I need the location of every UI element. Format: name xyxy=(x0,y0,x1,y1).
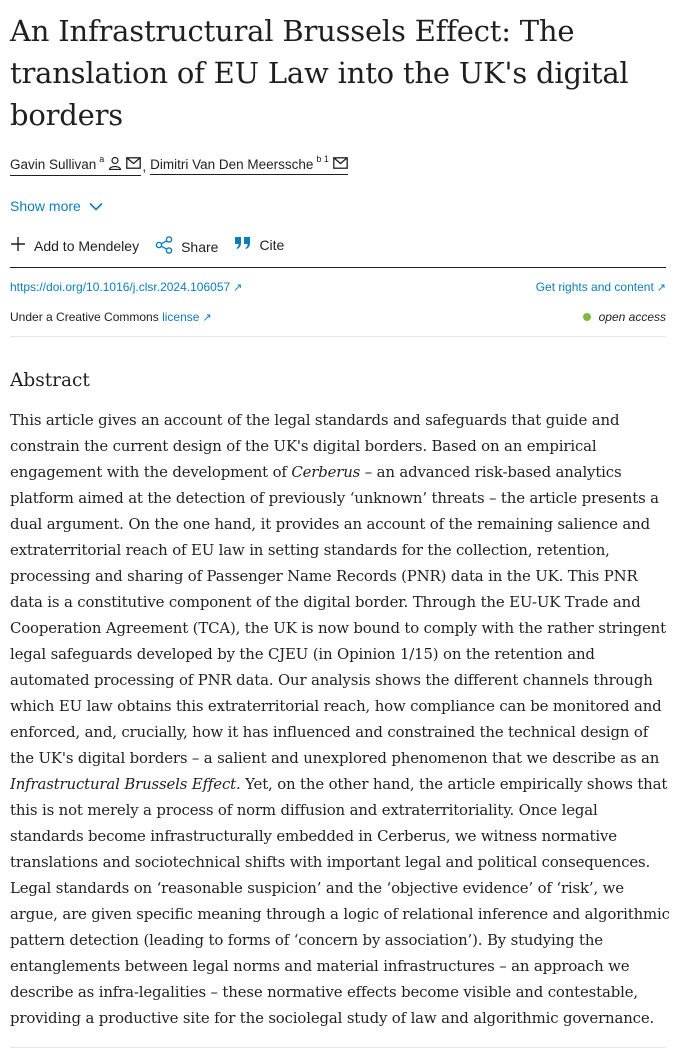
chevron-down-icon xyxy=(81,198,103,214)
section-divider xyxy=(10,1047,666,1048)
license-row xyxy=(10,310,666,324)
license-link-text: license xyxy=(162,310,200,324)
open-access-dot-icon xyxy=(583,313,591,321)
show-more-label: Show more xyxy=(10,198,81,214)
article-links-row xyxy=(10,280,666,294)
mail-icon xyxy=(126,157,141,172)
abstract-emphasis-cerberus: Cerberus xyxy=(291,463,361,481)
author-name: Dimitri Van Den Meerssche xyxy=(150,157,314,172)
license-notice xyxy=(10,310,212,324)
cite-button[interactable] xyxy=(234,236,284,253)
open-access-label: open access xyxy=(598,310,666,324)
add-to-mendeley-label: Add to Mendeley xyxy=(34,237,140,254)
cite-label: Cite xyxy=(259,236,285,253)
person-icon xyxy=(108,156,122,173)
article-actions-toolbar xyxy=(10,236,666,268)
add-to-mendeley-button[interactable] xyxy=(10,236,139,255)
author-dimitri-van-den-meerssche[interactable] xyxy=(150,153,348,175)
author-list xyxy=(10,153,348,176)
rights-text: Get rights and content xyxy=(535,280,654,294)
abstract-emphasis-term: Infrastructural Brussels Effect. xyxy=(10,775,241,793)
abstract-heading: Abstract xyxy=(10,370,90,391)
share-icon xyxy=(155,236,181,257)
author-name: Gavin Sullivan xyxy=(10,157,97,172)
external-link-icon: ↗ xyxy=(656,282,666,294)
abstract-text-part: – an advanced risk-based analytics platform aimed at the detection of previously ‘unknown’ threats – the article presents a dual argument. On the one hand, it provides an account of the remaining salience and extraterritorial reach of EU law in setting standards for the collection, retention, processing and sharing of Passenger Name Records (PNR) data in the UK. This PNR data is a constitutive component of the digital border. Through the EU-UK Trade and Cooperation Agreement (TCA), the UK is now bound to comply with the rather stringent legal safeguards developed by the CJEU (in Opinion 1/15) on the retention and automated processing of PNR data. Our analysis shows the different channels through which EU law obtains this extraterritorial reach, how compliance can be monitored and enforced, and, crucially, how it has influenced and constrained the technical design of the UK's digital borders – a salient and unexplored phenomenon that we describe as an xyxy=(10,463,666,767)
doi-text: https://doi.org/10.1016/j.clsr.2024.106057 xyxy=(10,280,231,294)
article-header xyxy=(10,0,670,1027)
abstract-body xyxy=(10,407,670,1031)
quote-icon xyxy=(234,236,259,253)
article-title: An Infrastructural Brussels Effect: The translation of EU Law into the UK's digital borders xyxy=(10,14,629,132)
rights-link[interactable] xyxy=(536,280,666,294)
license-link[interactable] xyxy=(162,310,212,324)
author-affiliation-sup: a xyxy=(99,153,105,164)
open-access-badge xyxy=(583,310,666,324)
author-affiliation-sup: b 1 xyxy=(316,153,329,164)
abstract-text-part: This article gives an account of the legal standards and safeguards that guide and constrain the current design of the UK's digital borders. Based on an empirical engagement with the development of xyxy=(10,411,620,481)
plus-icon xyxy=(10,236,34,255)
doi-link[interactable] xyxy=(10,280,242,294)
abstract-text-part: Yet, on the other hand, the article empirically shows that this is not merely a process of norm diffusion and extraterritoriality. Once legal standards become infrastructurally embedded in Cerberus, we witness normative translations and sociotechnical shifts with important legal and political consequences. Legal standards on ‘reasonable suspicion’ and the ‘objective evidence’ of ‘risk’, we argue, are given specific meaning through a logic of relational inference and algorithmic pattern detection (leading to forms of ‘concern by association’). By studying the entanglements between legal norms and material infrastructures – an approach we describe as infra-legalities – these normative effects become visible and contestable, providing a productive site for the sociolegal study of law and algorithmic governance. xyxy=(10,775,670,1027)
section-divider xyxy=(10,336,666,337)
external-link-icon: ↗ xyxy=(202,312,212,324)
author-separator: , xyxy=(142,158,147,174)
share-button[interactable] xyxy=(155,236,218,257)
show-more-button[interactable] xyxy=(10,198,103,214)
license-prefix: Under a Creative Commons xyxy=(10,310,159,324)
mail-icon xyxy=(333,157,348,172)
external-link-icon: ↗ xyxy=(233,282,243,294)
author-gavin-sullivan[interactable] xyxy=(10,153,141,176)
share-label: Share xyxy=(181,238,219,255)
